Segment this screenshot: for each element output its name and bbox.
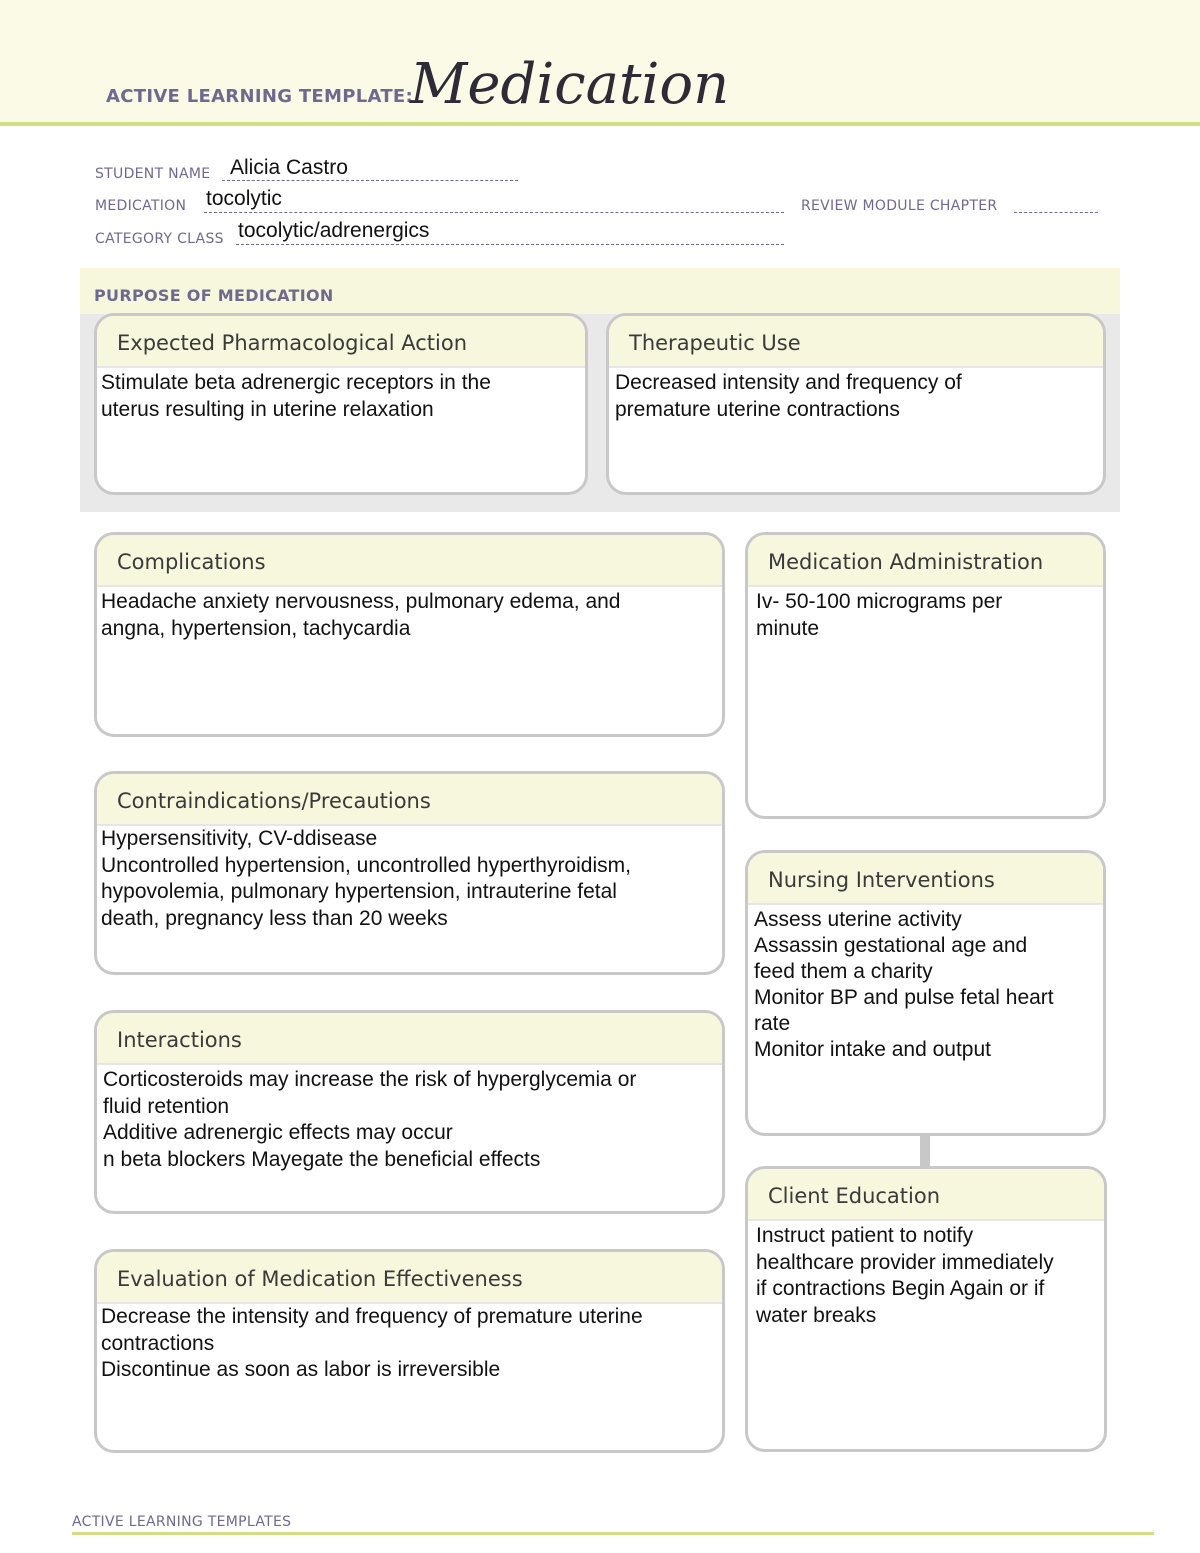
- text-line: feed them a charity: [754, 960, 933, 983]
- text-line: rate: [754, 1012, 791, 1035]
- medication-field[interactable]: tocolytic: [206, 187, 282, 210]
- text-line: contractions: [101, 1331, 215, 1355]
- text-line: Iv- 50-100 micrograms per: [756, 590, 1003, 613]
- expected-action-card: [94, 313, 588, 495]
- card-connector: [920, 1134, 930, 1166]
- template-label: ACTIVE LEARNING TEMPLATE:: [106, 86, 413, 107]
- text-line: hypovolemia, pulmonary hypertension, intrauterine fetal: [101, 880, 617, 903]
- medication-line: [204, 212, 784, 213]
- text-line: Stimulate beta adrenergic receptors in the: [101, 371, 491, 394]
- text-line: uterus resulting in uterine relaxation: [101, 397, 434, 421]
- text-line: n beta blockers Mayegate the beneficial effects: [103, 1147, 541, 1171]
- evaluation-title: Evaluation of Medication Effectiveness: [97, 1252, 722, 1304]
- category-class-field[interactable]: tocolytic/adrenergics: [238, 219, 430, 242]
- text-line: death, pregnancy less than 20 weeks: [101, 906, 448, 930]
- text-line: minute: [756, 616, 820, 640]
- text-line: Assess uterine activity: [754, 908, 962, 931]
- text-line: if contractions Begin Again or if: [756, 1277, 1045, 1300]
- text-line: Monitor intake and output: [754, 1038, 991, 1061]
- footer-rule: [72, 1532, 1154, 1535]
- text-line: water breaks: [756, 1303, 877, 1327]
- text-line: Decreased intensity and frequency of: [615, 371, 962, 394]
- expected-action-title: Expected Pharmacological Action: [97, 316, 585, 368]
- therapeutic-use-text[interactable]: [609, 368, 1103, 423]
- expected-action-text[interactable]: [97, 368, 585, 423]
- purpose-label: PURPOSE OF MEDICATION: [94, 286, 334, 305]
- nursing-interventions-text[interactable]: [748, 905, 1103, 1063]
- category-class-label: CATEGORY CLASS: [95, 231, 224, 247]
- complications-card: [94, 532, 725, 737]
- student-name-field[interactable]: Alicia Castro: [230, 156, 348, 179]
- contraindications-card: [94, 771, 725, 975]
- text-line: Monitor BP and pulse fetal heart: [754, 986, 1054, 1009]
- medication-administration-card: [745, 532, 1106, 819]
- therapeutic-use-title: Therapeutic Use: [609, 316, 1103, 368]
- medication-administration-title: Medication Administration: [748, 535, 1103, 587]
- nursing-interventions-card: [745, 850, 1106, 1136]
- therapeutic-use-card: [606, 313, 1106, 495]
- text-line: Instruct patient to notify: [756, 1224, 974, 1247]
- text-line: healthcare provider immediately: [756, 1250, 1054, 1274]
- client-education-title: Client Education: [748, 1169, 1104, 1221]
- contraindications-title: Contraindications/Precautions: [97, 774, 722, 826]
- text-line: premature uterine contractions: [615, 397, 900, 421]
- interactions-text[interactable]: [97, 1065, 722, 1173]
- client-education-card: [745, 1166, 1107, 1452]
- evaluation-text[interactable]: [97, 1304, 722, 1384]
- header-rule: [0, 122, 1200, 126]
- footer-label: ACTIVE LEARNING TEMPLATES: [72, 1514, 292, 1530]
- review-module-field[interactable]: [1014, 212, 1098, 213]
- complications-text[interactable]: [97, 587, 722, 642]
- text-line: Assassin gestational age and: [754, 934, 1028, 957]
- review-module-label: REVIEW MODULE CHAPTER: [801, 198, 998, 214]
- text-line: fluid retention: [103, 1094, 230, 1118]
- category-class-line: [236, 244, 784, 245]
- page-title: Medication: [410, 52, 730, 117]
- medication-label: MEDICATION: [95, 198, 187, 214]
- evaluation-card: [94, 1249, 725, 1453]
- client-education-text[interactable]: [748, 1221, 1104, 1329]
- text-line: Additive adrenergic effects may occur: [103, 1121, 453, 1144]
- text-line: Decrease the intensity and frequency of premature uterine: [101, 1305, 643, 1328]
- text-line: Headache anxiety nervousness, pulmonary edema, and: [101, 590, 621, 613]
- contraindications-text[interactable]: [97, 826, 722, 932]
- text-line: Corticosteroids may increase the risk of hyperglycemia or: [103, 1068, 637, 1091]
- medication-administration-text[interactable]: [748, 587, 1103, 642]
- student-name-line: [222, 180, 518, 181]
- text-line: Uncontrolled hypertension, uncontrolled hyperthyroidism,: [101, 853, 631, 877]
- complications-title: Complications: [97, 535, 722, 587]
- interactions-card: [94, 1010, 725, 1214]
- student-name-label: STUDENT NAME: [95, 166, 211, 182]
- text-line: angna, hypertension, tachycardia: [101, 616, 411, 640]
- text-line: Hypersensitivity, CV-ddisease: [101, 827, 378, 850]
- nursing-interventions-title: Nursing Interventions: [748, 853, 1103, 905]
- interactions-title: Interactions: [97, 1013, 722, 1065]
- text-line: Discontinue as soon as labor is irreversible: [101, 1358, 501, 1381]
